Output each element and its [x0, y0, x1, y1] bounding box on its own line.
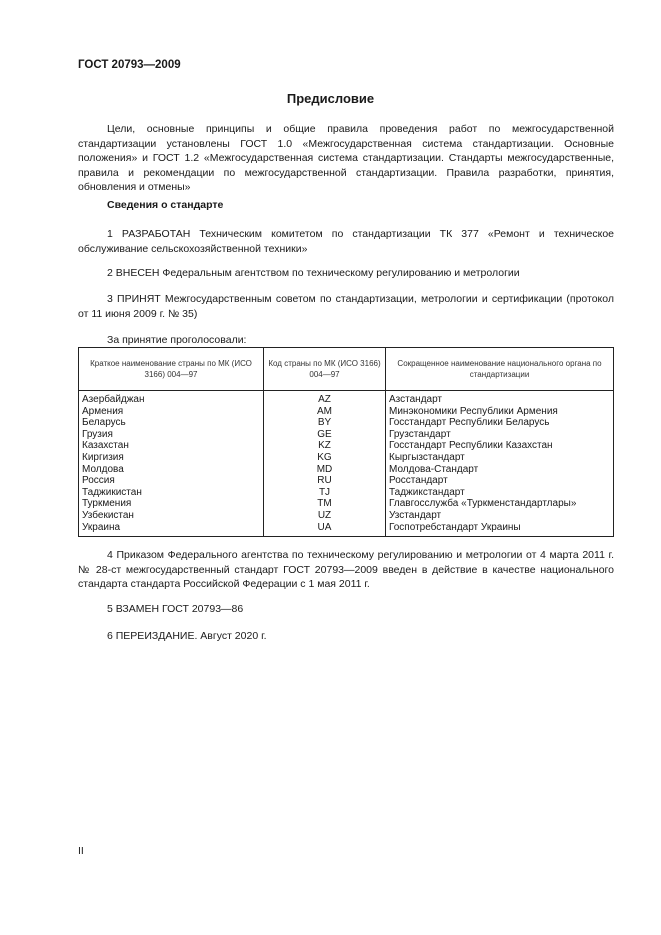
code-cell: KG	[264, 452, 386, 464]
standards-body-cell: Госстандарт Республики Казахстан	[386, 440, 614, 452]
code-cell: AZ	[264, 391, 386, 406]
table-header-row	[79, 348, 614, 391]
standards-body-cell: Минэкономики Республики Армения	[386, 406, 614, 418]
table-row	[79, 406, 614, 418]
country-cell: Грузия	[79, 429, 264, 441]
country-cell: Беларусь	[79, 417, 264, 429]
item-developed: 1 РАЗРАБОТАН Техническим комитетом по стандартизации ТК 377 «Ремонт и техническое обслуживание сельскохозяйственной техники»	[78, 228, 614, 255]
table-row	[79, 429, 614, 441]
standards-body-cell: Грузстандарт	[386, 429, 614, 441]
table-row	[79, 391, 614, 406]
code-cell: TJ	[264, 487, 386, 499]
standards-body-cell: Кыргызстандарт	[386, 452, 614, 464]
header-country: Краткое наименование страны по МК (ИСО 3166) 004—97	[79, 348, 264, 391]
standards-body-cell: Таджикстандарт	[386, 487, 614, 499]
country-cell: Армения	[79, 406, 264, 418]
item-replaces: 5 ВЗАМЕН ГОСТ 20793—86	[107, 603, 244, 615]
code-cell: GE	[264, 429, 386, 441]
table-row	[79, 417, 614, 429]
table-row	[79, 475, 614, 487]
country-cell: Казахстан	[79, 440, 264, 452]
approval-table	[78, 347, 614, 537]
country-cell: Узбекистан	[79, 510, 264, 522]
standards-body-cell: Главгосслужба «Туркменстандартлары»	[386, 498, 614, 510]
approval-caption: За принятие проголосовали:	[107, 334, 247, 346]
header-standards-body: Сокращенное наименование национального органа по стандартизации	[386, 348, 614, 391]
table-row	[79, 440, 614, 452]
table-row	[79, 452, 614, 464]
item-order: 4 Приказом Федерального агентства по техническому регулированию и метрологии от 4 марта 2011 г. № 28-ст межгосударственный стандарт ГОСТ 20793—2009 введен в действие в качестве национального стандарта стандарта Российской Федерации с 1 мая 2011 г.	[78, 549, 614, 591]
code-cell: BY	[264, 417, 386, 429]
code-cell: UZ	[264, 510, 386, 522]
code-cell: MD	[264, 464, 386, 476]
country-cell: Украина	[79, 522, 264, 537]
document-code-header: ГОСТ 20793—2009	[78, 59, 181, 71]
standards-body-cell: Госпотребстандарт Украины	[386, 522, 614, 537]
table-row	[79, 522, 614, 537]
item-reissue: 6 ПЕРЕИЗДАНИЕ. Август 2020 г.	[107, 630, 267, 642]
standards-body-cell: Госстандарт Республики Беларусь	[386, 417, 614, 429]
standards-body-cell: Молдова-Стандарт	[386, 464, 614, 476]
table-row	[79, 510, 614, 522]
code-cell: KZ	[264, 440, 386, 452]
page-title: Предисловие	[286, 91, 375, 106]
standards-body-cell: Азстандарт	[386, 391, 614, 406]
code-cell: AM	[264, 406, 386, 418]
page-number: II	[78, 845, 84, 857]
item-adopted: 3 ПРИНЯТ Межгосударственным советом по стандартизации, метрологии и сертификации (протокол от 11 июня 2009 г. № 35)	[78, 293, 614, 320]
code-cell: TM	[264, 498, 386, 510]
country-cell: Азербайджан	[79, 391, 264, 406]
standards-body-cell: Росстандарт	[386, 475, 614, 487]
item-introduced: 2 ВНЕСЕН Федеральным агентством по техническому регулированию и метрологии	[107, 267, 520, 279]
country-cell: Киргизия	[79, 452, 264, 464]
intro-paragraph: Цели, основные принципы и общие правила проведения работ по межгосударственной стандартизации установлены ГОСТ 1.0 «Межгосударственная система стандартизации. Основные положения» и ГОСТ 1.2 «Межгосударственная система стандартизации. Стандарты межгосударственные, правила и рекомендации по межгосударственной стандартизации. Правила разработки, принятия, обновления и отмены»	[78, 123, 614, 194]
code-cell: UA	[264, 522, 386, 537]
country-cell: Россия	[79, 475, 264, 487]
country-cell: Молдова	[79, 464, 264, 476]
table-row	[79, 487, 614, 499]
country-cell: Туркмения	[79, 498, 264, 510]
info-heading: Сведения о стандарте	[107, 199, 224, 211]
country-cell: Таджикистан	[79, 487, 264, 499]
table-row	[79, 464, 614, 476]
code-cell: RU	[264, 475, 386, 487]
table-row	[79, 498, 614, 510]
header-code: Код страны по МК (ИСО 3166) 004—97	[264, 348, 386, 391]
standards-body-cell: Узстандарт	[386, 510, 614, 522]
